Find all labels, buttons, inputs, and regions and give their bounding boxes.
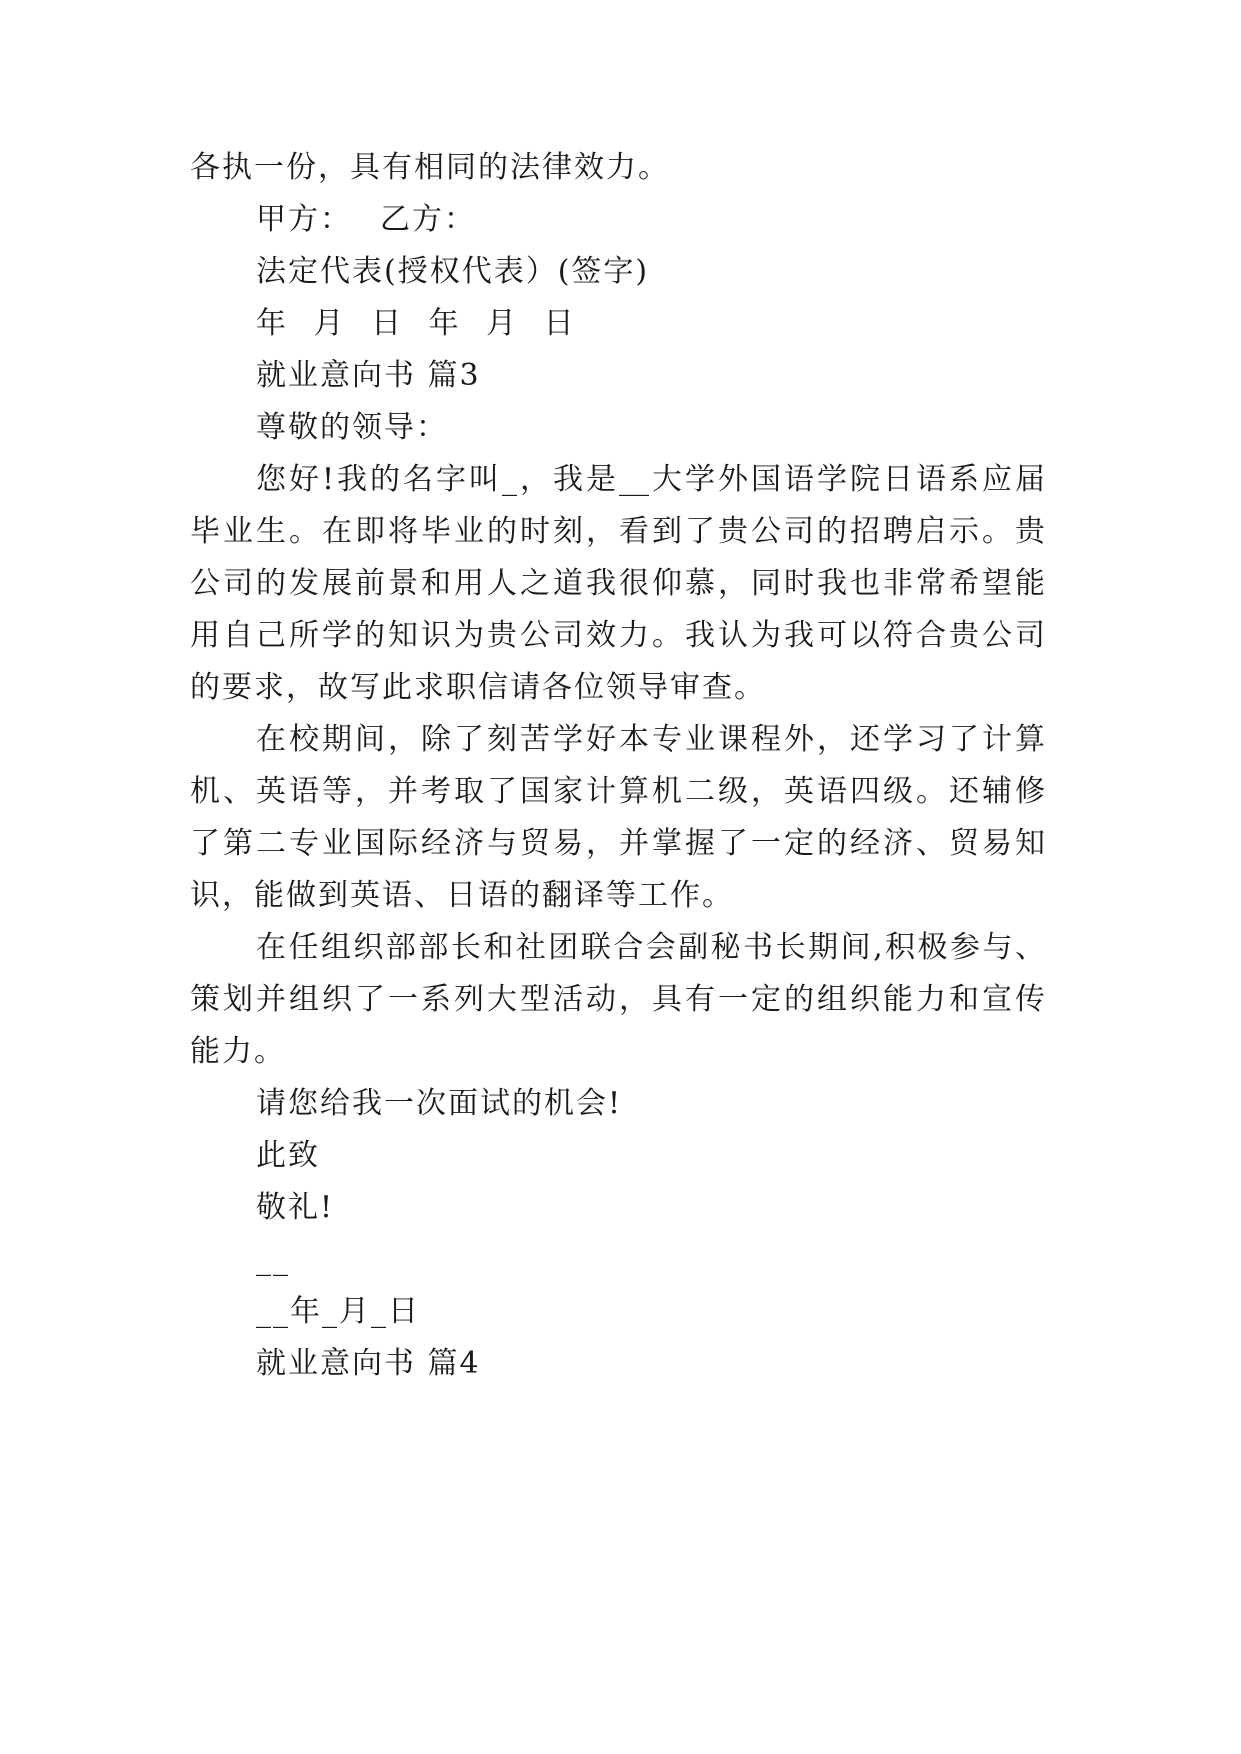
- date-blank: __年_月_日: [256, 1294, 420, 1329]
- paragraph-3-line: 能力。: [190, 1034, 286, 1069]
- paragraph-2-line: 了第二专业国际经济与贸易，并掌握了一定的经济、贸易知: [190, 826, 1045, 861]
- signature-parties: [256, 200, 476, 240]
- signature-blank: __: [256, 1242, 290, 1277]
- paragraph-2-line: 在校期间，除了刻苦学好本专业课程外，还学习了计算: [256, 722, 1045, 757]
- legal-representative-line: 法定代表(授权代表）(签字): [256, 254, 650, 289]
- paragraph-1-line: 公司的发展前景和用人之道我很仰慕，同时我也非常希望能: [190, 566, 1045, 601]
- closing-jing-li: 敬礼!: [256, 1190, 335, 1225]
- paragraph-3-line: 在任组织部部长和社团联合会副秘书长期间,积极参与、: [256, 930, 1045, 965]
- paragraph-1-line: 用自己所学的知识为贵公司效力。我认为我可以符合贵公司: [190, 618, 1045, 653]
- party-a-label: 甲方：: [256, 202, 352, 237]
- interview-request: 请您给我一次面试的机会!: [256, 1086, 623, 1121]
- party-b-label: 乙方：: [380, 202, 476, 237]
- paragraph-1-line: 您好!我的名字叫_，我是__大学外国语学院日语系应届: [256, 462, 1045, 497]
- paragraph-2-line: 机、英语等，并考取了国家计算机二级，英语四级。还辅修: [190, 774, 1045, 809]
- paragraph-1-line: 的要求，故写此求职信请各位领导审查。: [190, 670, 766, 705]
- paragraph-3-line: 策划并组织了一系列大型活动，具有一定的组织能力和宣传: [190, 982, 1045, 1017]
- salutation: 尊敬的领导：: [256, 410, 448, 445]
- section-3-title: 就业意向书 篇3: [256, 358, 481, 393]
- paragraph-1-line: 毕业生。在即将毕业的时刻，看到了贵公司的招聘启示。贵: [190, 514, 1045, 549]
- section-4-title: 就业意向书 篇4: [256, 1346, 481, 1381]
- date-pair-line: 年 月 日 年 月 日: [256, 306, 576, 341]
- continued-clause: 各执一份，具有相同的法律效力。: [190, 150, 670, 185]
- closing-ci-zhi: 此致: [256, 1138, 320, 1173]
- paragraph-2-line: 识，能做到英语、日语的翻译等工作。: [190, 878, 734, 913]
